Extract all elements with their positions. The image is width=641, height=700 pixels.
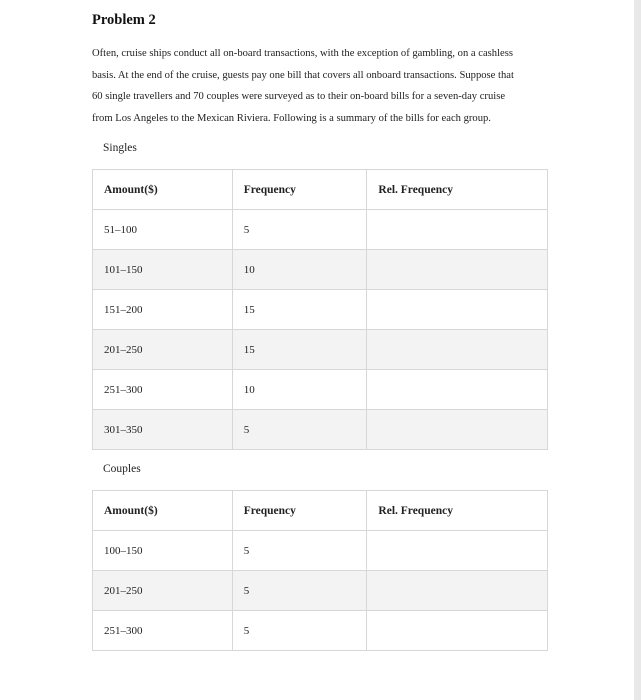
frequency-cell: 15 (232, 330, 367, 370)
table-row (93, 330, 548, 370)
paragraph-line: 60 single travellers and 70 couples were surveyed as to their on-board bills for a seven-day cruise (92, 91, 506, 102)
amount-cell: 251–300 (93, 370, 233, 410)
singles-label: Singles (103, 142, 137, 154)
amount-cell: 151–200 (93, 290, 233, 330)
table-row (93, 531, 548, 571)
frequency-cell: 5 (232, 210, 367, 250)
rel-frequency-cell[interactable] (367, 410, 548, 450)
problem-title: Problem 2 (92, 12, 156, 28)
rel-frequency-cell[interactable] (367, 210, 548, 250)
frequency-cell: 5 (232, 571, 367, 611)
table-row (93, 250, 548, 290)
frequency-cell: 5 (232, 410, 367, 450)
table-row (93, 571, 548, 611)
table-row (93, 611, 548, 651)
rel-frequency-cell[interactable] (367, 290, 548, 330)
rel-frequency-cell[interactable] (367, 370, 548, 410)
rel-frequency-cell[interactable] (367, 250, 548, 290)
frequency-cell: 5 (232, 531, 367, 571)
couples-table (92, 490, 548, 651)
frequency-cell: 5 (232, 611, 367, 651)
table-row (93, 410, 548, 450)
frequency-cell: 10 (232, 370, 367, 410)
amount-cell: 201–250 (93, 571, 233, 611)
column-header-rel-frequency: Rel. Frequency (367, 491, 548, 531)
singles-table (92, 169, 548, 450)
amount-cell: 251–300 (93, 611, 233, 651)
amount-cell: 100–150 (93, 531, 233, 571)
table-row (93, 290, 548, 330)
rel-frequency-cell[interactable] (367, 330, 548, 370)
rel-frequency-cell[interactable] (367, 571, 548, 611)
column-header-amount: Amount($) (93, 170, 233, 210)
column-header-amount: Amount($) (93, 491, 233, 531)
couples-label: Couples (103, 463, 141, 475)
column-header-rel-frequency: Rel. Frequency (367, 170, 548, 210)
problem-paragraph (92, 43, 592, 129)
rel-frequency-cell[interactable] (367, 531, 548, 571)
column-header-frequency: Frequency (232, 491, 367, 531)
table-header-row (93, 491, 548, 531)
amount-cell: 201–250 (93, 330, 233, 370)
table-row (93, 210, 548, 250)
amount-cell: 51–100 (93, 210, 233, 250)
table-header-row (93, 170, 548, 210)
rel-frequency-cell[interactable] (367, 611, 548, 651)
table-row (93, 370, 548, 410)
frequency-cell: 10 (232, 250, 367, 290)
paragraph-line: from Los Angeles to the Mexican Riviera. Following is a summary of the bills for each group. (92, 112, 491, 124)
frequency-cell: 15 (232, 290, 367, 330)
paragraph-line: Often, cruise ships conduct all on-board transactions, with the exception of gambling, on a cashless (92, 48, 513, 59)
amount-cell: 101–150 (93, 250, 233, 290)
page-edge (634, 0, 641, 700)
column-header-frequency: Frequency (232, 170, 367, 210)
amount-cell: 301–350 (93, 410, 233, 450)
paragraph-line: basis. At the end of the cruise, guests pay one bill that covers all onboard transactions. Suppose that (92, 69, 514, 81)
